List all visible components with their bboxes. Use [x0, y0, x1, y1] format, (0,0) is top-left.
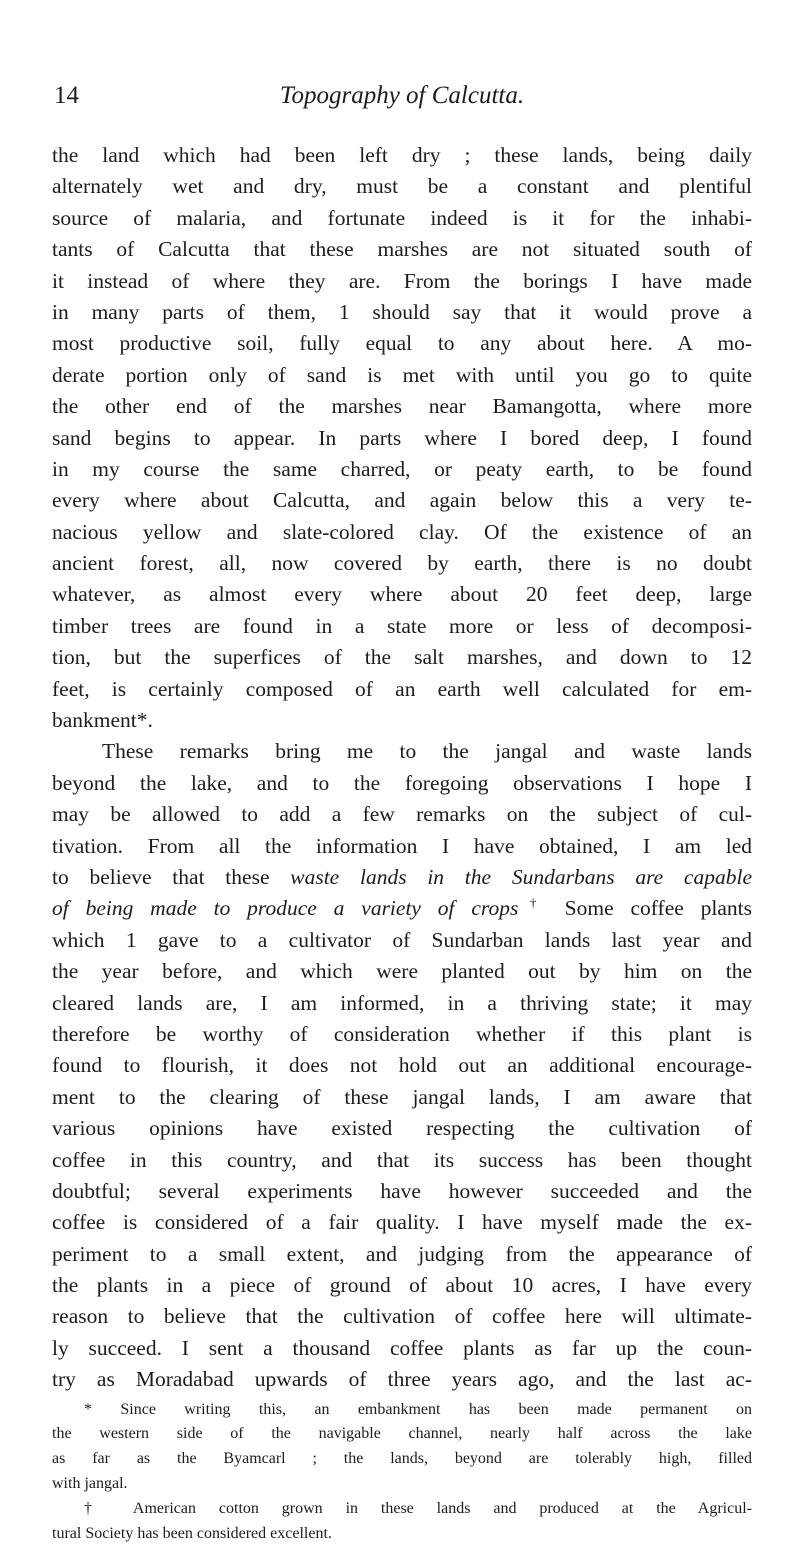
- footnote-line: with jangal.: [52, 1475, 128, 1493]
- italic-emphasis: waste lands in the Sundarbans are capable: [290, 864, 752, 889]
- body-text: [52, 140, 752, 1396]
- text-line: which 1 gave to a cultivator of Sundarban lands last year and: [52, 927, 752, 952]
- running-title: Topography of Calcutta.: [279, 82, 525, 109]
- text-line: every where about Calcutta, and again below this a very te-: [52, 488, 752, 513]
- text-line: tivation. From all the information I have obtained, I am led: [52, 833, 752, 858]
- text-line: timber trees are found in a state more or less of decomposi-: [52, 613, 752, 638]
- text-line: may be allowed to add a few remarks on the subject of cul-: [52, 802, 752, 827]
- text-line: nacious yellow and slate-colored clay. Of the existence of an: [52, 519, 752, 544]
- text-line: the year before, and which were planted out by him on the: [52, 959, 752, 984]
- text-line: coffee in this country, and that its success has been thought: [52, 1147, 752, 1172]
- text-line: in many parts of them, 1 should say that it would prove a: [52, 299, 752, 324]
- footnote-line: the western side of the navigable channel, nearly half across the lake: [52, 1425, 752, 1443]
- page-number: 14: [54, 82, 79, 109]
- dagger-footnote-marker: †: [518, 895, 548, 911]
- text-line: found to flourish, it does not hold out an additional encourage-: [52, 1053, 752, 1078]
- text-line: tion, but the superfices of the salt marshes, and down to 12: [52, 645, 752, 670]
- footnote-line: as far as the Byamcarl ; the lands, beyond are tolerably high, filled: [52, 1450, 752, 1468]
- text-line: source of malaria, and fortunate indeed is it for the inhabi-: [52, 205, 752, 230]
- text-line: periment to a small extent, and judging from the appearance of: [52, 1241, 752, 1266]
- text-line: it instead of where they are. From the borings I have made: [52, 268, 752, 293]
- text-line: feet, is certainly composed of an earth well calculated for em-: [52, 676, 752, 701]
- text-segment: Some coffee plants: [547, 896, 753, 921]
- text-line: therefore be worthy of consideration whether if this plant is: [52, 1021, 752, 1046]
- text-line: in my course the same charred, or peaty earth, to be found: [52, 456, 752, 481]
- text-line: the land which had been left dry ; these lands, being daily: [52, 143, 752, 167]
- footnote-line: * Since writing this, an embankment has been made permanent on: [84, 1400, 752, 1418]
- page-header: [52, 78, 752, 118]
- text-line: whatever, as almost every where about 20 feet deep, large: [52, 582, 752, 607]
- text-line: various opinions have existed respecting the cultivation of: [52, 1116, 752, 1141]
- footnotes: [52, 1398, 752, 1546]
- text-line: most productive soil, fully equal to any about here. A mo-: [52, 331, 752, 356]
- text-segment: to believe that these: [52, 864, 270, 889]
- text-line: the other end of the marshes near Bamangotta, where more: [52, 394, 752, 419]
- text-line: sand begins to appear. In parts where I bored deep, I found: [52, 425, 752, 450]
- text-line: [52, 893, 752, 924]
- text-line: try as Moradabad upwards of three years ago, and the last ac-: [52, 1367, 752, 1392]
- text-line: coffee is considered of a fair quality. I have myself made the ex-: [52, 1210, 752, 1235]
- text-line: ancient forest, all, now covered by earth, there is no doubt: [52, 551, 752, 576]
- italic-emphasis: of being made to produce a variety of crops: [52, 896, 519, 921]
- text-line: cleared lands are, I am informed, in a thriving state; it may: [52, 990, 752, 1015]
- text-line: alternately wet and dry, must be a constant and plentiful: [52, 174, 752, 199]
- text-line: ly succeed. I sent a thousand coffee plants as far up the coun-: [52, 1335, 752, 1360]
- text-line: the plants in a piece of ground of about 10 acres, I have every: [52, 1273, 752, 1298]
- book-page: [52, 78, 752, 1546]
- text-line: ment to the clearing of these jangal lands, I am aware that: [52, 1084, 752, 1109]
- text-line: reason to believe that the cultivation of coffee here will ultimate-: [52, 1304, 752, 1329]
- footnote-line: † American cotton grown in these lands and produced at the Agricul-: [84, 1499, 752, 1517]
- text-line: [52, 862, 752, 893]
- text-line: doubtful; several experiments have however succeeded and the: [52, 1178, 752, 1203]
- paragraph-start-line: These remarks bring me to the jangal and waste lands: [102, 739, 752, 764]
- text-line: tants of Calcutta that these marshes are not situated south of: [52, 237, 752, 262]
- text-line: bankment*.: [52, 708, 153, 733]
- text-line: derate portion only of sand is met with until you go to quite: [52, 362, 752, 387]
- footnote-line: tural Society has been considered excellent.: [52, 1524, 332, 1542]
- text-line: beyond the lake, and to the foregoing observations I hope I: [52, 770, 752, 795]
